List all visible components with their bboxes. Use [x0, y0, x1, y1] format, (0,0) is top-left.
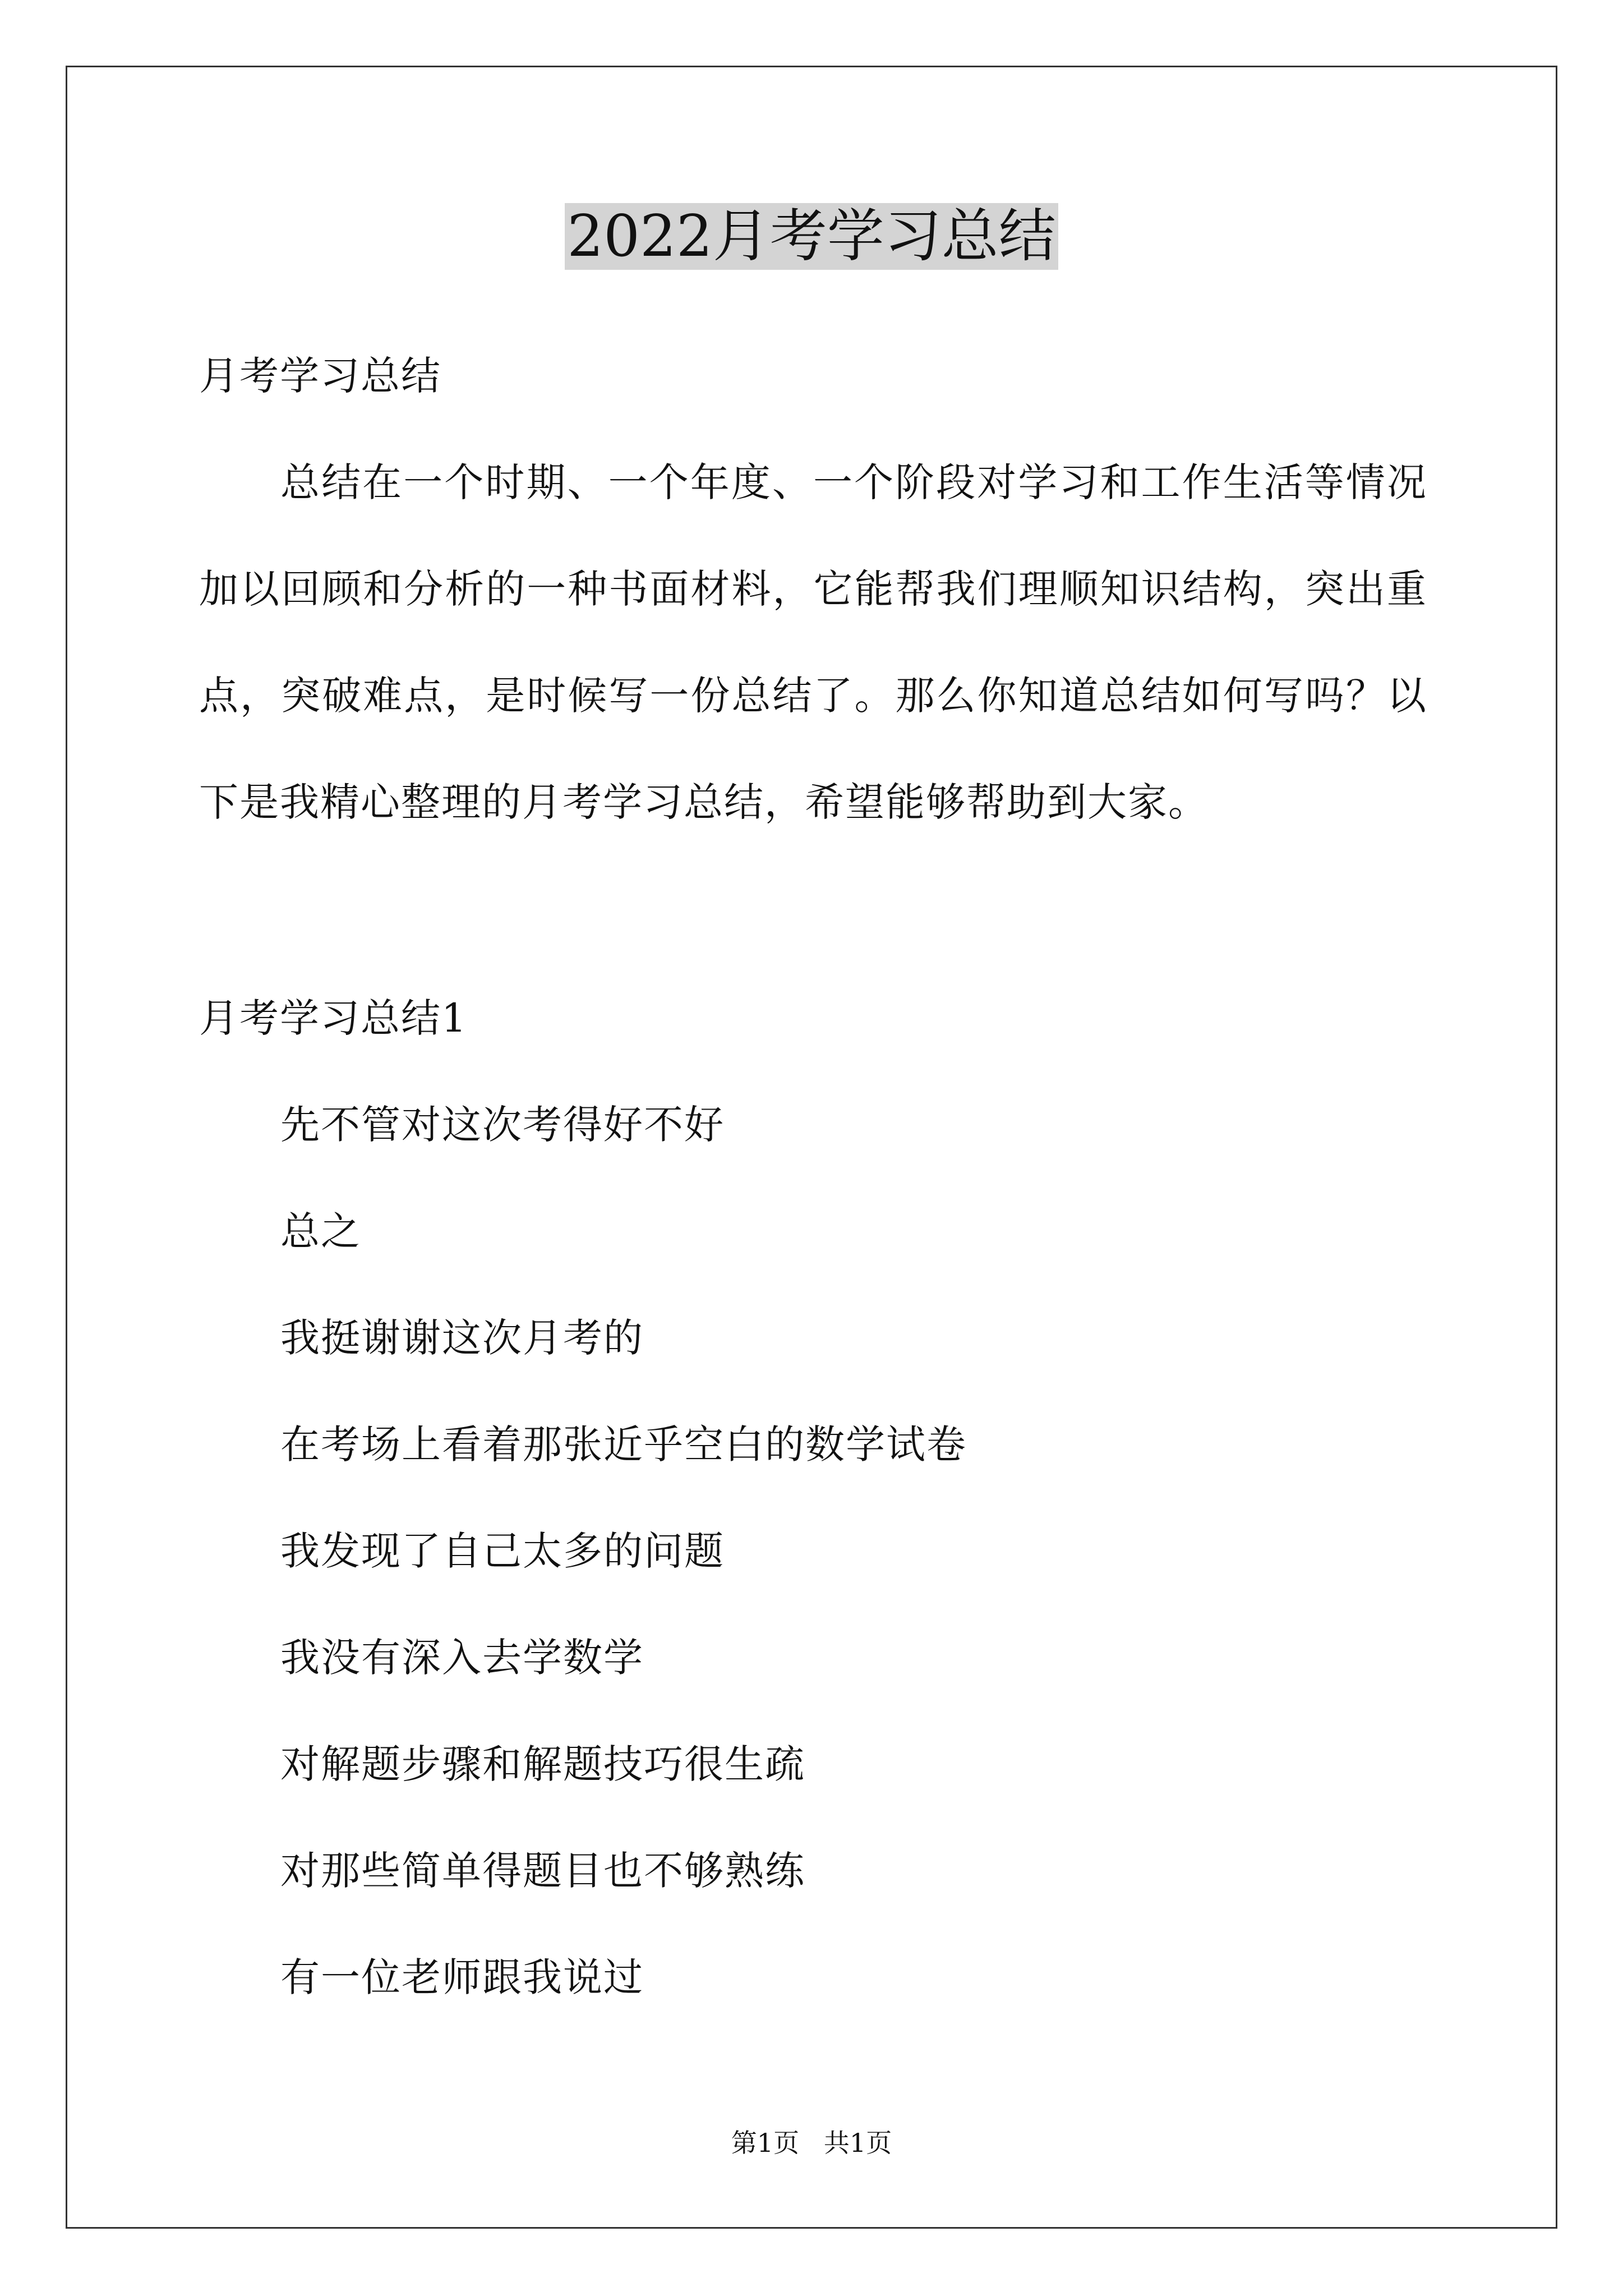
page-number-footer: 第1页 共1页	[731, 2128, 892, 2158]
body-line: 先不管对这次考得好不好	[280, 1102, 725, 1148]
intro-paragraph-line: 下是我精心整理的月考学习总结，希望能够帮助到大家。	[199, 779, 1209, 825]
body-line: 我发现了自己太多的问题	[280, 1528, 725, 1574]
section-heading: 月考学习总结1	[199, 995, 468, 1041]
body-line: 对那些简单得题目也不够熟练	[280, 1848, 805, 1894]
body-line: 我没有深入去学数学	[280, 1635, 644, 1681]
document-title	[0, 197, 1623, 276]
intro-paragraph-line: 总结在一个时期、一个年度、一个阶段对学习和工作生活等情况	[280, 459, 1427, 505]
body-line: 总之	[280, 1208, 361, 1254]
document-title-text: 2022月考学习总结	[565, 203, 1058, 270]
body-line: 对解题步骤和解题技巧很生疏	[280, 1741, 805, 1787]
intro-paragraph-line: 点，突破难点，是时候写一份总结了。那么你知道总结如何写吗？以	[199, 673, 1427, 719]
intro-paragraph-line: 加以回顾和分析的一种书面材料，它能帮我们理顺知识结构，突出重	[199, 566, 1427, 612]
body-line: 有一位老师跟我说过	[280, 1954, 644, 2000]
body-line: 在考场上看着那张近乎空白的数学试卷	[280, 1421, 967, 1467]
body-line: 我挺谢谢这次月考的	[280, 1315, 644, 1361]
document-heading: 月考学习总结	[199, 353, 441, 399]
